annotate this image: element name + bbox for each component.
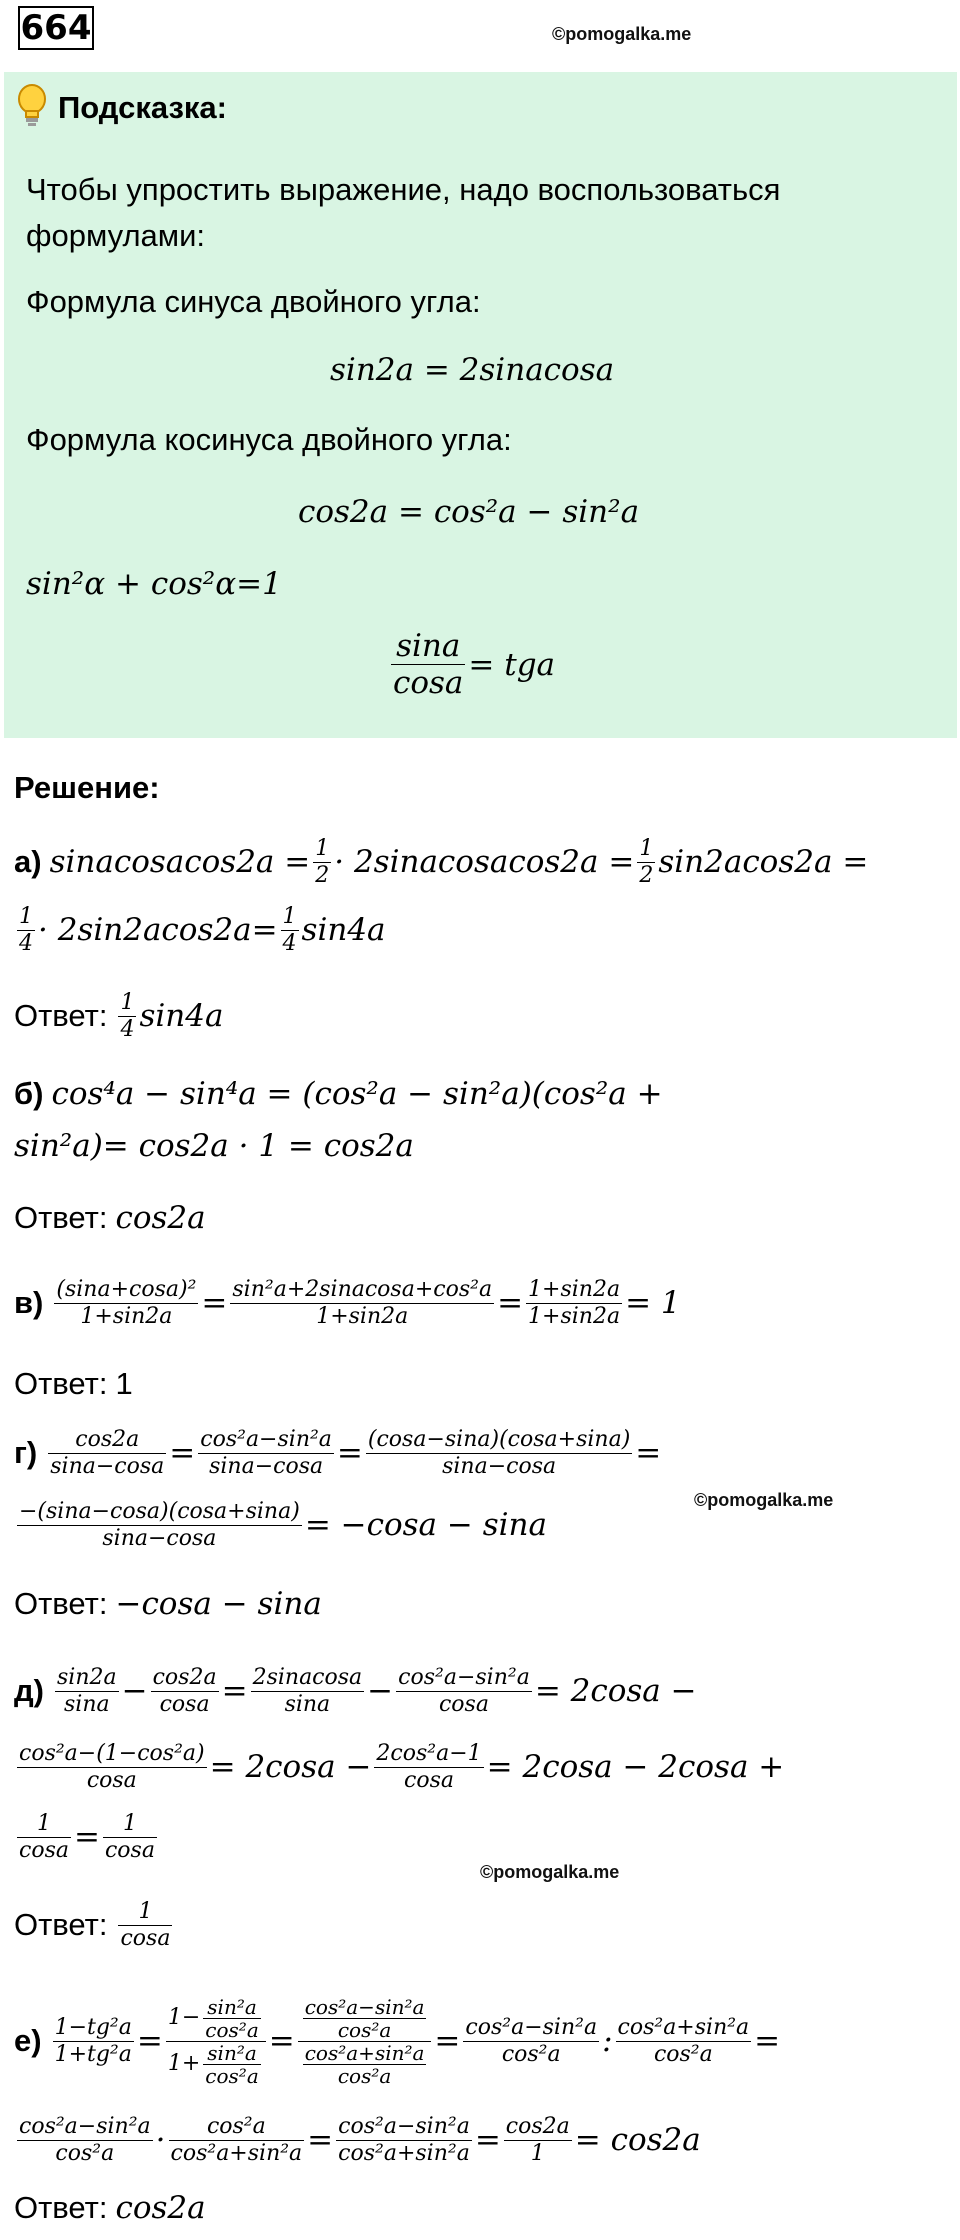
fraction: $\frac{\text{cos²a−sin²a}}{\text{cos²a}}$ <box>19 2113 151 2166</box>
part-g-line2: $\frac{-(\sin a-\cos a)(\cos a+\sin a)}{\sin a-\cos a}$ = −cosa − sina <box>19 1498 547 1551</box>
part-g-line1: г) $\frac{\cos 2a}{\sin a-\cos a}$ = $\frac{\text{cos²a−sin²a}}{\sin a-\cos a}$ = $\frac{(\cos a-\sin a)(\cos a+\sin a)}{\sin a-\cos a}$ = <box>14 1426 662 1479</box>
part-d-line2: $\frac{\text{cos²a−(1−cos²a)}}{\cos a}$ = 2cosa − $\frac{\text{2cos²a−1}}{\cos a}$ = 2cosa − 2cosa + <box>19 1740 785 1793</box>
hint-intro-line2: формулами: <box>26 218 206 253</box>
fraction: $\frac{\text{2sinacosa}}{\sin a}$ <box>252 1664 363 1717</box>
fraction: $\frac{1}{4}$ <box>282 903 297 956</box>
watermark-bottom: ©pomogalka.me <box>480 1862 620 1882</box>
fraction: $\frac{\cos 2a}{\sin a-\cos a}$ <box>50 1426 165 1479</box>
problem-number: 664 <box>18 6 94 50</box>
part-e-answer: Ответ: cos2a <box>14 2190 206 2226</box>
fraction: $\frac{\text{cos²a−sin²a}}{\sin a-\cos a}$ <box>200 1426 332 1479</box>
fraction: $\frac{\cos 2a}{\cos a}$ <box>152 1664 217 1717</box>
part-a-line2: $\frac{1}{4}$ · 2sin2acos2a= $\frac{1}{4}$ sin4a <box>19 903 386 956</box>
fraction: $\frac{1}{4}$ <box>19 903 33 956</box>
hint-tg-formula: $\frac{\sin a}{\cos a}$ = tga <box>393 628 556 701</box>
fraction: $\frac{1+\sin 2a}{1+\sin 2a}$ <box>528 1276 621 1329</box>
part-a-line1: а) sinacosacos2a = $\frac{1}{2}$ · 2sinacosacos2a = $\frac{1}{2}$ sin2acos2a = <box>14 835 869 888</box>
fraction: $\frac{\cos 2a}{1}$ <box>505 2113 570 2166</box>
fraction: $\frac{1}{\cos a}$ <box>120 1898 171 1951</box>
fraction: $\frac{1}{\cos a}$ <box>104 1810 155 1863</box>
fraction: $\frac{\sin 2a}{\sin a}$ <box>57 1664 117 1717</box>
tg-fraction: $\frac{\sin a}{\cos a}$ <box>393 628 464 701</box>
fraction: $\frac{\text{sin²a+2sinacosa+cos²a}}{1+\sin 2a}$ <box>232 1276 493 1329</box>
watermark-top: ©pomogalka.me <box>552 24 692 44</box>
part-b-line2: sin²a)= cos2a · 1 = cos2a <box>14 1128 414 1164</box>
nested-fraction: 1− $\frac{\text{sin²a}}{\text{cos²a}}$ 1+ $\frac{\text{sin²a}}{\text{cos²a}}$ <box>166 1996 266 2087</box>
part-v-answer: Ответ: 1 <box>14 1366 133 1401</box>
fraction: $\frac{1}{4}$ <box>120 989 135 1042</box>
part-v-line1: в) $\frac{\text{(sina+cosa)²}}{1+\sin 2a}$ = $\frac{\text{sin²a+2sinacosa+cos²a}}{1+\sin 2a}$ = $\frac{1+\sin 2a}{1+\sin 2a}$ = 1 <box>14 1276 681 1329</box>
nested-fraction: $\frac{\frac{\text{cos²a−sin²a}}{\text{cos²a}}}{\frac{\text{cos²a+sin²a}}{\text{cos²a}}}$ <box>298 1996 432 2087</box>
part-g-answer: Ответ: −cosa − sina <box>14 1586 322 1622</box>
fraction: $\frac{\text{1−tg²a}}{\text{1+tg²a}}$ <box>54 2014 132 2067</box>
fraction: $\frac{\text{2cos²a−1}}{\cos a}$ <box>376 1740 482 1793</box>
fraction: $\frac{(\cos a-\sin a)(\cos a+\sin a)}{\sin a-\cos a}$ <box>367 1426 631 1479</box>
fraction: $\frac{1}{2}$ <box>315 835 330 888</box>
hint-sin-formula: sin2a = 2sinacosa <box>330 352 615 388</box>
part-d-answer: Ответ: $\frac{1}{\cos a}$ <box>14 1898 171 1951</box>
part-b-answer: Ответ: cos2a <box>14 1200 206 1236</box>
fraction: $\frac{\text{cos²a}}{\text{cos²a+sin²a}}$ <box>170 2113 303 2166</box>
part-e-line1: е) $\frac{\text{1−tg²a}}{\text{1+tg²a}}$ = 1− $\frac{\text{sin²a}}{\text{cos²a}}$ 1+ $\frac{\text{sin²a}}{\text{cos²a}}$ = $\frac{\frac{\text{cos²a−sin²a}}{\text{cos²a}}}{\frac{\text{cos²a+sin²a}}{\text{cos²a}}}$ = $\frac{\text{cos²a−sin²a}}{\text{cos²a}}$ : $\frac{\text{cos²a+sin²a}}{\text{cos²a}}$ = <box>14 1994 781 2088</box>
part-a-answer: Ответ: $\frac{1}{4}$ sin4a <box>14 989 224 1042</box>
fraction: $\frac{1}{2}$ <box>639 835 654 888</box>
fraction: $\frac{\text{cos²a−(1−cos²a)}}{\cos a}$ <box>19 1740 205 1793</box>
fraction: $\frac{1}{\cos a}$ <box>19 1810 69 1863</box>
fraction: $\frac{\text{(sina+cosa)²}}{1+\sin 2a}$ <box>56 1276 197 1329</box>
hint-cos-caption: Формула косинуса двойного угла: <box>26 422 512 457</box>
lightbulb-icon <box>14 82 50 130</box>
fraction: $\frac{\text{cos²a−sin²a}}{\text{cos²a+sin²a}}$ <box>338 2113 470 2166</box>
fraction: $\frac{\text{cos²a+sin²a}}{\text{cos²a}}$ <box>617 2014 750 2067</box>
fraction: $\frac{\text{cos²a−sin²a}}{\text{cos²a}}$ <box>465 2014 598 2067</box>
part-d-line3: $\frac{1}{\cos a}$ = $\frac{1}{\cos a}$ <box>19 1810 155 1863</box>
hint-identity: sin²α + cos²α=1 <box>26 566 282 602</box>
hint-cos-formula: cos2a = cos²a − sin²a <box>298 494 640 530</box>
fraction: $\frac{\text{cos²a−sin²a}}{\cos a}$ <box>398 1664 530 1717</box>
hint-intro-line1: Чтобы упростить выражение, надо воспользоваться <box>26 172 781 207</box>
hint-sin-caption: Формула синуса двойного угла: <box>26 284 481 319</box>
part-e-line2: $\frac{\text{cos²a−sin²a}}{\text{cos²a}}$ · $\frac{\text{cos²a}}{\text{cos²a+sin²a}}$ = $\frac{\text{cos²a−sin²a}}{\text{cos²a+sin²a}}$ = $\frac{\cos 2a}{1}$ = cos2a <box>19 2113 701 2166</box>
solution-title: Решение: <box>14 770 160 805</box>
hint-title: Подсказка: <box>58 90 227 125</box>
part-b-line1: б) cos⁴a − sin⁴a = (cos²a − sin²a)(cos²a + <box>14 1076 663 1112</box>
fraction: $\frac{-(\sin a-\cos a)(\cos a+\sin a)}{\sin a-\cos a}$ <box>19 1498 300 1551</box>
watermark-middle: ©pomogalka.me <box>694 1490 834 1510</box>
part-d-line1: д) $\frac{\sin 2a}{\sin a}$ − $\frac{\cos 2a}{\cos a}$ = $\frac{\text{2sinacosa}}{\sin a}$ − $\frac{\text{cos²a−sin²a}}{\cos a}$ = 2cosa − <box>14 1664 697 1717</box>
